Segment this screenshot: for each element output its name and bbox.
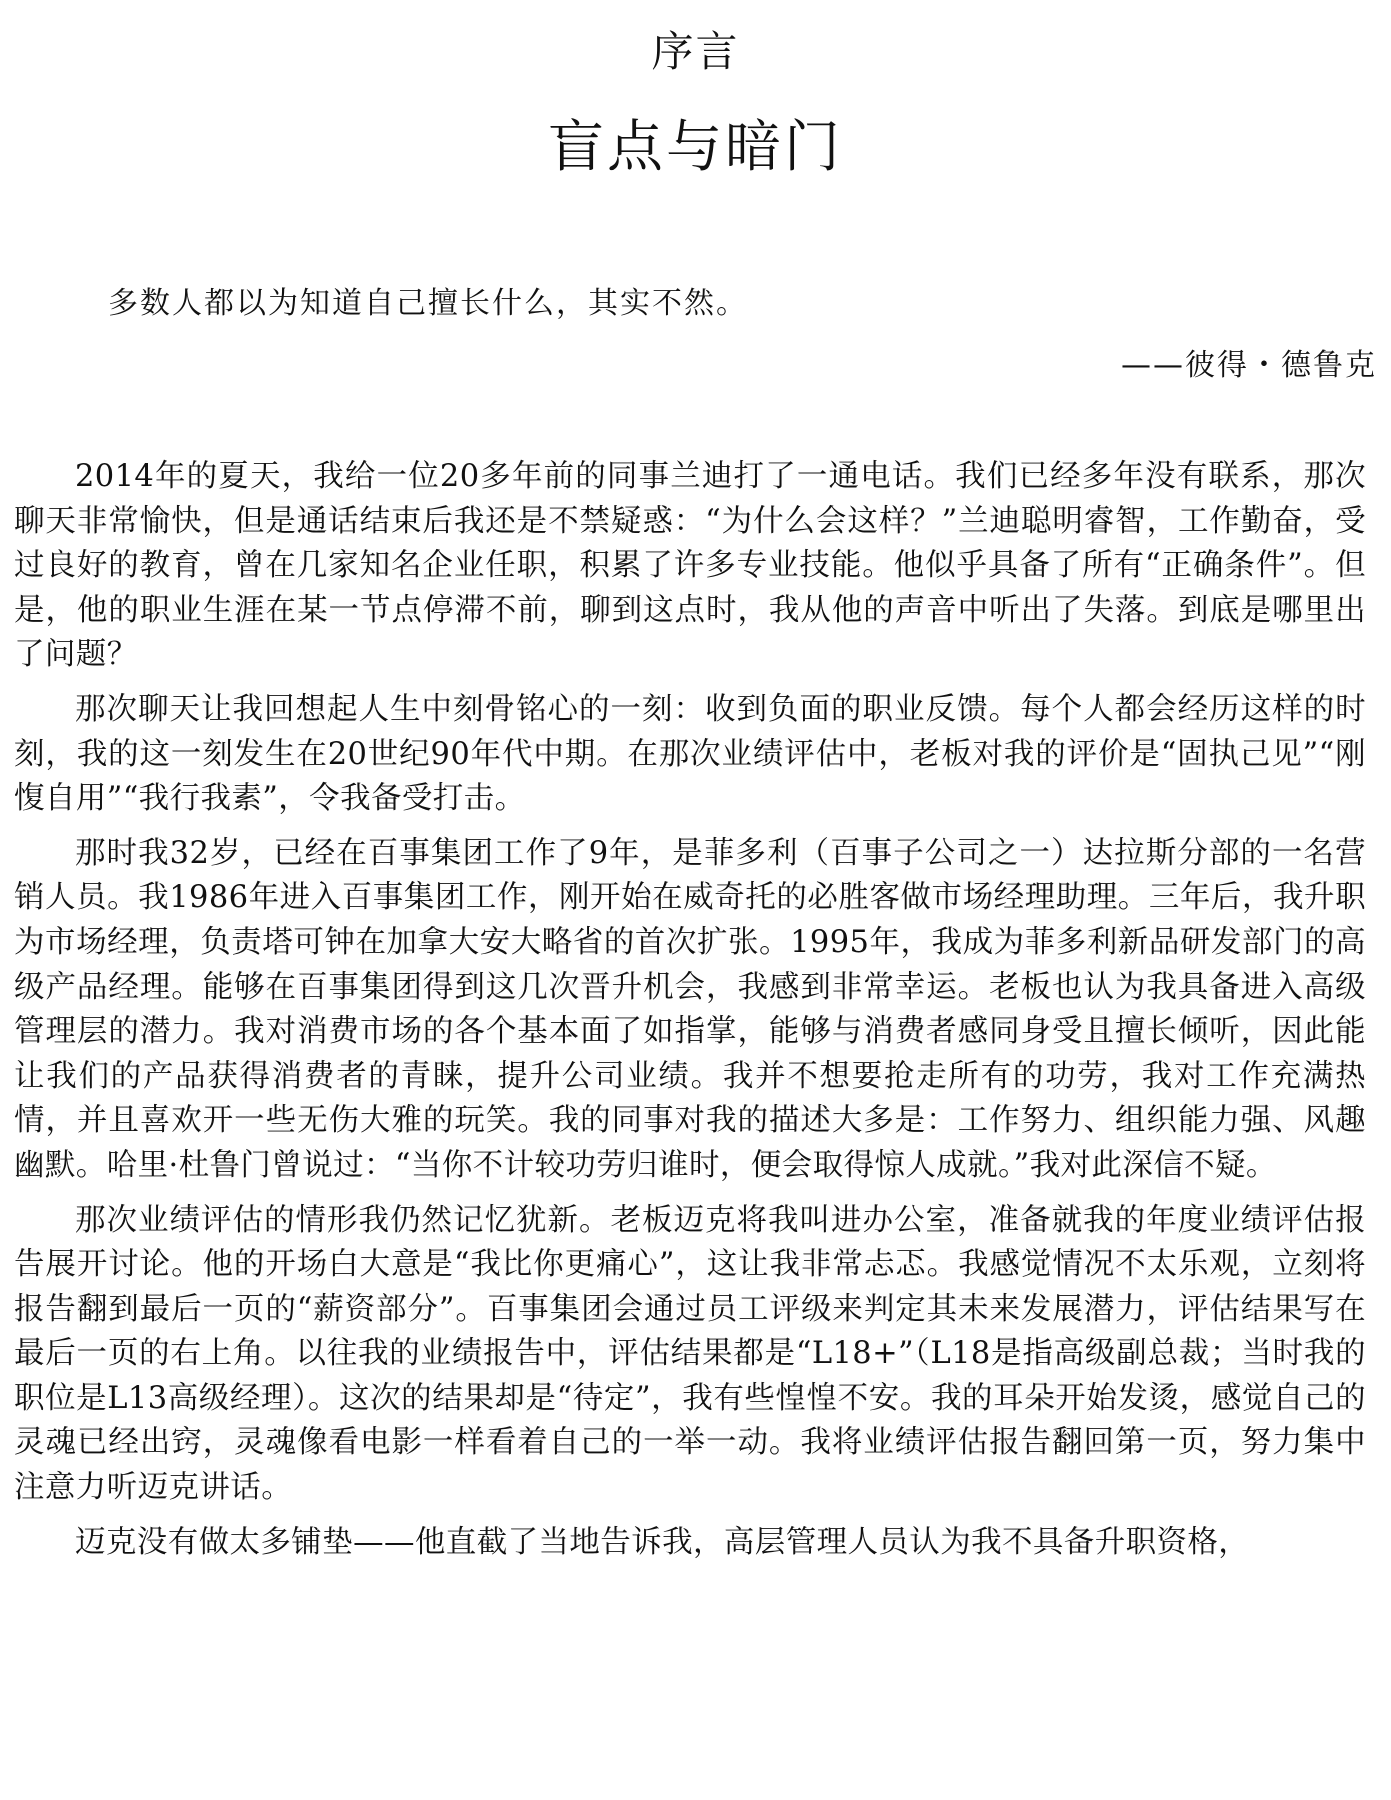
epigraph-attribution: ——彼得・德鲁克 bbox=[1121, 348, 1377, 383]
epigraph-quote: 多数人都以为知道自己擅长什么，其实不然。 bbox=[108, 286, 748, 321]
body-text bbox=[14, 455, 1366, 1575]
paragraph: 那次业绩评估的情形我仍然记忆犹新。老板迈克将我叫进办公室，准备就我的年度业绩评估报告展开讨论。他的开场白大意是“我比你更痛心”，这让我非常忐忑。我感觉情况不太乐观，立刻将报告翻到最后一页的“薪资部分”。百事集团会通过员工评级来判定其未来发展潜力，评估结果写在最后一页的右上角。以往我的业绩报告中，评估结果都是“L18+”（L18是指高级副总裁；当时我的职位是L13高级经理）。这次的结果却是“待定”，我有些惶惶不安。我的耳朵开始发烫，感觉自己的灵魂已经出窍，灵魂像看电影一样看着自己的一举一动。我将业绩评估报告翻回第一页，努力集中注意力听迈克讲话。 bbox=[14, 1202, 1366, 1506]
paragraph: 2014年的夏天，我给一位20多年前的同事兰迪打了一通电话。我们已经多年没有联系，那次聊天非常愉快，但是通话结束后我还是不禁疑惑：“为什么会这样？”兰迪聪明睿智，工作勤奋，受过良好的教育，曾在几家知名企业任职，积累了许多专业技能。他似乎具备了所有“正确条件”。但是，他的职业生涯在某一节点停滞不前，聊到这点时，我从他的声音中听出了失落。到底是哪里出了问题？ bbox=[14, 459, 1366, 673]
paragraph: 迈克没有做太多铺垫——他直截了当地告诉我，高层管理人员认为我不具备升职资格， bbox=[75, 1524, 1250, 1560]
paragraph: 那次聊天让我回想起人生中刻骨铭心的一刻：收到负面的职业反馈。每个人都会经历这样的时刻，我的这一刻发生在20世纪90年代中期。在那次业绩评估中，老板对我的评价是“固执己见”“刚愎自用”“我行我素”，令我备受打击。 bbox=[14, 691, 1366, 817]
chapter-title: 盲点与暗门 bbox=[548, 115, 843, 180]
preface-label: 序言 bbox=[651, 27, 740, 76]
paragraph: 那时我32岁，已经在百事集团工作了9年，是菲多利（百事子公司之一）达拉斯分部的一名营销人员。我1986年进入百事集团工作，刚开始在威奇托的必胜客做市场经理助理。三年后，我升职为市场经理，负责塔可钟在加拿大安大略省的首次扩张。1995年，我成为菲多利新品研发部门的高级产品经理。能够在百事集团得到这几次晋升机会，我感到非常幸运。老板也认为我具备进入高级管理层的潜力。我对消费市场的各个基本面了如指掌，能够与消费者感同身受且擅长倾听，因此能让我们的产品获得消费者的青睐，提升公司业绩。我并不想要抢走所有的功劳，我对工作充满热情，并且喜欢开一些无伤大雅的玩笑。我的同事对我的描述大多是：工作努力、组织能力强、风趣幽默。哈里·杜鲁门曾说过：“当你不计较功劳归谁时，便会取得惊人成就。”我对此深信不疑。 bbox=[14, 835, 1366, 1183]
